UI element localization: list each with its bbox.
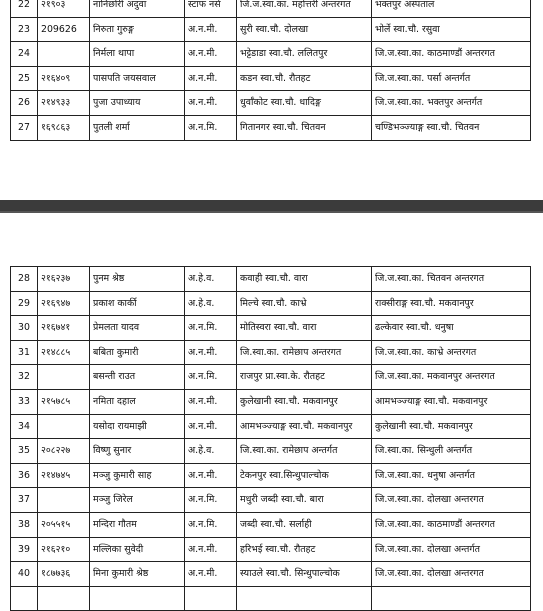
post-cell: अ.न.मी. xyxy=(185,389,237,414)
transfer-office-cell: जि.ज.स्वा.का. चितवन अन्तरगत xyxy=(372,267,531,292)
table-row xyxy=(11,42,531,67)
current-office-cell: सुरी स्वा.चौ. दोलखा xyxy=(237,17,372,42)
transfer-office-cell: कुलेखानी स्वा.चौ. मकवानपुर xyxy=(372,414,531,439)
employee-id-cell: २१६९४७ xyxy=(38,291,90,316)
employee-name-cell: नमिता दहाल xyxy=(90,389,185,414)
post-cell: अ.न.मी. xyxy=(185,17,237,42)
current-office-cell: धुर्वाँकोट स्वा.चौ. धादिङ्ग xyxy=(237,91,372,116)
serial-number-cell: 33 xyxy=(11,389,38,414)
employee-name-cell: मञ्जु जिरेल xyxy=(90,488,185,513)
current-office-cell: मधुरी जब्दी स्वा.चौ. बारा xyxy=(237,488,372,513)
table-row xyxy=(11,562,531,587)
transfer-office-cell: भोर्ले स्वा.चौ. रसुवा xyxy=(372,17,531,42)
post-cell xyxy=(185,586,237,611)
employee-id-cell: २१४८८५ xyxy=(38,340,90,365)
employee-id-cell: २१६७४१ xyxy=(38,316,90,341)
transfer-office-cell: जि.स्वा.का. सिन्धुली अन्तर्गत xyxy=(372,439,531,464)
serial-number-cell: 36 xyxy=(11,463,38,488)
transfer-office-cell: जि.ज.स्वा.का. दोलखा अन्तरगत xyxy=(372,562,531,587)
current-office-cell: कवाही स्वा.चौ. वारा xyxy=(237,267,372,292)
employee-name-cell: प्रेमलता यादव xyxy=(90,316,185,341)
current-office-cell: स्याउले स्वा.चौ. सिन्धुपाल्चोक xyxy=(237,562,372,587)
transfer-table-bottom xyxy=(10,266,531,611)
current-office-cell: हरिभई स्वा.चौ. रौतहट xyxy=(237,537,372,562)
transfer-table-top xyxy=(10,0,531,141)
serial-number-cell: 22 xyxy=(11,0,38,17)
table-row xyxy=(11,414,531,439)
post-cell: अ.न.मी. xyxy=(185,66,237,91)
post-cell: अ.न.मि. xyxy=(185,365,237,390)
employee-name-cell: मञ्जु कुमारी साह xyxy=(90,463,185,488)
employee-id-cell: २०८२२७ xyxy=(38,439,90,464)
table-row xyxy=(11,291,531,316)
serial-number-cell: 24 xyxy=(11,42,38,67)
serial-number-cell: 28 xyxy=(11,267,38,292)
transfer-office-cell: ढल्केवार स्वा.चौ. धनुषा xyxy=(372,316,531,341)
current-office-cell: गितानगर स्वा.चौ. चितवन xyxy=(237,115,372,140)
transfer-office-cell: आमभञ्ज्याङ्ग स्वा.चौ. मकवानपुर xyxy=(372,389,531,414)
current-office-cell: कुलेखानी स्वा.चौ. मकवानपुर xyxy=(237,389,372,414)
employee-name-cell: नानिछोरी अदुवा xyxy=(90,0,185,17)
table-row xyxy=(11,463,531,488)
employee-id-cell: २१९०३ xyxy=(38,0,90,17)
current-office-cell: भट्टेडाडा स्वा.चौ. ललितपुर xyxy=(237,42,372,67)
post-cell: अ.न.मि. xyxy=(185,512,237,537)
table-row xyxy=(11,389,531,414)
document-page-bottom xyxy=(0,213,543,602)
table-row xyxy=(11,115,531,140)
employee-name-cell: पुनम श्रेष्ठ xyxy=(90,267,185,292)
serial-number-cell: 29 xyxy=(11,291,38,316)
employee-name-cell: बबिता कुमारी xyxy=(90,340,185,365)
post-cell: अ.न.मी. xyxy=(185,414,237,439)
employee-id-cell xyxy=(38,488,90,513)
current-office-cell: जि.ज.स्वा.का. महोत्तरी अन्तरगत xyxy=(237,0,372,17)
current-office-cell: राजपुर प्रा.स्वा.के. रौतहट xyxy=(237,365,372,390)
current-office-cell xyxy=(237,586,372,611)
table-row xyxy=(11,17,531,42)
transfer-office-cell: जि.ज.स्वा.का. पर्सा अन्तर्गत xyxy=(372,66,531,91)
transfer-office-cell: जि.ज.स्वा.का. मकवानपुर अन्तरगत xyxy=(372,365,531,390)
post-cell: अ.हे.व. xyxy=(185,291,237,316)
employee-name-cell: निरुता गुरुङ्ग xyxy=(90,17,185,42)
employee-id-cell: २१६२१० xyxy=(38,537,90,562)
current-office-cell: जब्दी स्वा.चौ. सर्लाही xyxy=(237,512,372,537)
employee-name-cell: विष्णु सुनार xyxy=(90,439,185,464)
employee-id-cell: 209626 xyxy=(38,17,90,42)
employee-id-cell: २१६२३७ xyxy=(38,267,90,292)
serial-number-cell: 25 xyxy=(11,66,38,91)
table-row xyxy=(11,439,531,464)
table-row xyxy=(11,340,531,365)
serial-number-cell: 23 xyxy=(11,17,38,42)
current-office-cell: मोतिस्वरा स्वा.चौ. वारा xyxy=(237,316,372,341)
post-cell: अ.न.मी. xyxy=(185,42,237,67)
serial-number-cell: 31 xyxy=(11,340,38,365)
post-cell: स्टाफ नर्स xyxy=(185,0,237,17)
post-cell: अ.न.मि. xyxy=(185,488,237,513)
transfer-office-cell: चण्डिभञ्ज्याङ्ग स्वा.चौ. चितवन xyxy=(372,115,531,140)
table-row xyxy=(11,488,531,513)
serial-number-cell: 27 xyxy=(11,115,38,140)
employee-id-cell: २१४७४५ xyxy=(38,463,90,488)
employee-name-cell: यसोदा रायमाझी xyxy=(90,414,185,439)
employee-id-cell xyxy=(38,365,90,390)
transfer-office-cell: राक्सीराङ्ग स्वा.चौ. मकवानपुर xyxy=(372,291,531,316)
employee-id-cell: २१६४०९ xyxy=(38,66,90,91)
post-cell: अ.न.मी. xyxy=(185,340,237,365)
table-row xyxy=(11,512,531,537)
serial-number-cell: 34 xyxy=(11,414,38,439)
transfer-office-cell xyxy=(372,586,531,611)
current-office-cell: कडन स्वा.चौ. रौतहट xyxy=(237,66,372,91)
table-row xyxy=(11,0,531,17)
employee-name-cell xyxy=(90,586,185,611)
current-office-cell: जि.स्वा.का. रामेछाप अन्तरगत xyxy=(237,340,372,365)
employee-name-cell: मल्लिका सुवेदी xyxy=(90,537,185,562)
employee-name-cell: मन्दिरा गौतम xyxy=(90,512,185,537)
serial-number-cell: 39 xyxy=(11,537,38,562)
serial-number-cell: 32 xyxy=(11,365,38,390)
table-row xyxy=(11,365,531,390)
table-row xyxy=(11,66,531,91)
transfer-office-cell: जि.ज.स्वा.का. काठमाण्डौं अन्तरगत xyxy=(372,42,531,67)
transfer-office-cell: भक्तपुर अस्पताल xyxy=(372,0,531,17)
employee-name-cell: प्रकाश कार्की xyxy=(90,291,185,316)
post-cell: अ.हे.व. xyxy=(185,267,237,292)
employee-id-cell xyxy=(38,42,90,67)
employee-id-cell: १६९८६३ xyxy=(38,115,90,140)
post-cell: अ.न.मी. xyxy=(185,91,237,116)
serial-number-cell: 37 xyxy=(11,488,38,513)
current-office-cell: जि.स्वा.का. रामेछाप अन्तर्गत xyxy=(237,439,372,464)
post-cell: अ.न.मि. xyxy=(185,316,237,341)
table-row xyxy=(11,537,531,562)
employee-name-cell: पुजा उपाध्याय xyxy=(90,91,185,116)
current-office-cell: मिल्चे स्वा.चौ. काभ्रे xyxy=(237,291,372,316)
table-row xyxy=(11,586,531,611)
employee-name-cell: पुतली शर्मा xyxy=(90,115,185,140)
serial-number-cell: 40 xyxy=(11,562,38,587)
employee-name-cell: पासपति जयसवाल xyxy=(90,66,185,91)
table-row xyxy=(11,316,531,341)
post-cell: अ.न.मी. xyxy=(185,463,237,488)
serial-number-cell xyxy=(11,586,38,611)
transfer-office-cell: जि.ज.स्वा.का. काभ्रे अन्तरगत xyxy=(372,340,531,365)
current-office-cell: आमभञ्ज्याङ्ग स्वा.चौ. मकवानपुर xyxy=(237,414,372,439)
transfer-office-cell: जि.ज.स्वा.का. धनुषा अन्तर्गत xyxy=(372,463,531,488)
employee-id-cell: २०५५१५ xyxy=(38,512,90,537)
serial-number-cell: 35 xyxy=(11,439,38,464)
post-cell: अ.न.मी. xyxy=(185,562,237,587)
document-page-top xyxy=(0,0,543,200)
employee-name-cell: बसन्ती राउत xyxy=(90,365,185,390)
transfer-office-cell: जि.ज.स्वा.का. भक्तपुर अन्तर्गत xyxy=(372,91,531,116)
employee-name-cell: निर्मला थापा xyxy=(90,42,185,67)
employee-id-cell: २१५७८५ xyxy=(38,389,90,414)
post-cell: अ.न.मी. xyxy=(185,537,237,562)
table-row xyxy=(11,91,531,116)
transfer-office-cell: जि.ज.स्वा.का. दोलखा अन्तरगत xyxy=(372,488,531,513)
employee-id-cell xyxy=(38,586,90,611)
serial-number-cell: 38 xyxy=(11,512,38,537)
post-cell: अ.हे.व. xyxy=(185,439,237,464)
table-row xyxy=(11,267,531,292)
serial-number-cell: 26 xyxy=(11,91,38,116)
current-office-cell: टेकनपुर स्वा.सिन्धुपाल्चोक xyxy=(237,463,372,488)
transfer-office-cell: जि.ज.स्वा.का. काठमाण्डौं अन्तरगत xyxy=(372,512,531,537)
page-gap xyxy=(0,200,543,213)
employee-name-cell: मिना कुमारी श्रेष्ठ xyxy=(90,562,185,587)
employee-id-cell: १८७७३६ xyxy=(38,562,90,587)
employee-id-cell: २१४९३३ xyxy=(38,91,90,116)
serial-number-cell: 30 xyxy=(11,316,38,341)
employee-id-cell xyxy=(38,414,90,439)
transfer-office-cell: जि.ज.स्वा.का. दोलखा अन्तर्गत xyxy=(372,537,531,562)
post-cell: अ.न.मि. xyxy=(185,115,237,140)
